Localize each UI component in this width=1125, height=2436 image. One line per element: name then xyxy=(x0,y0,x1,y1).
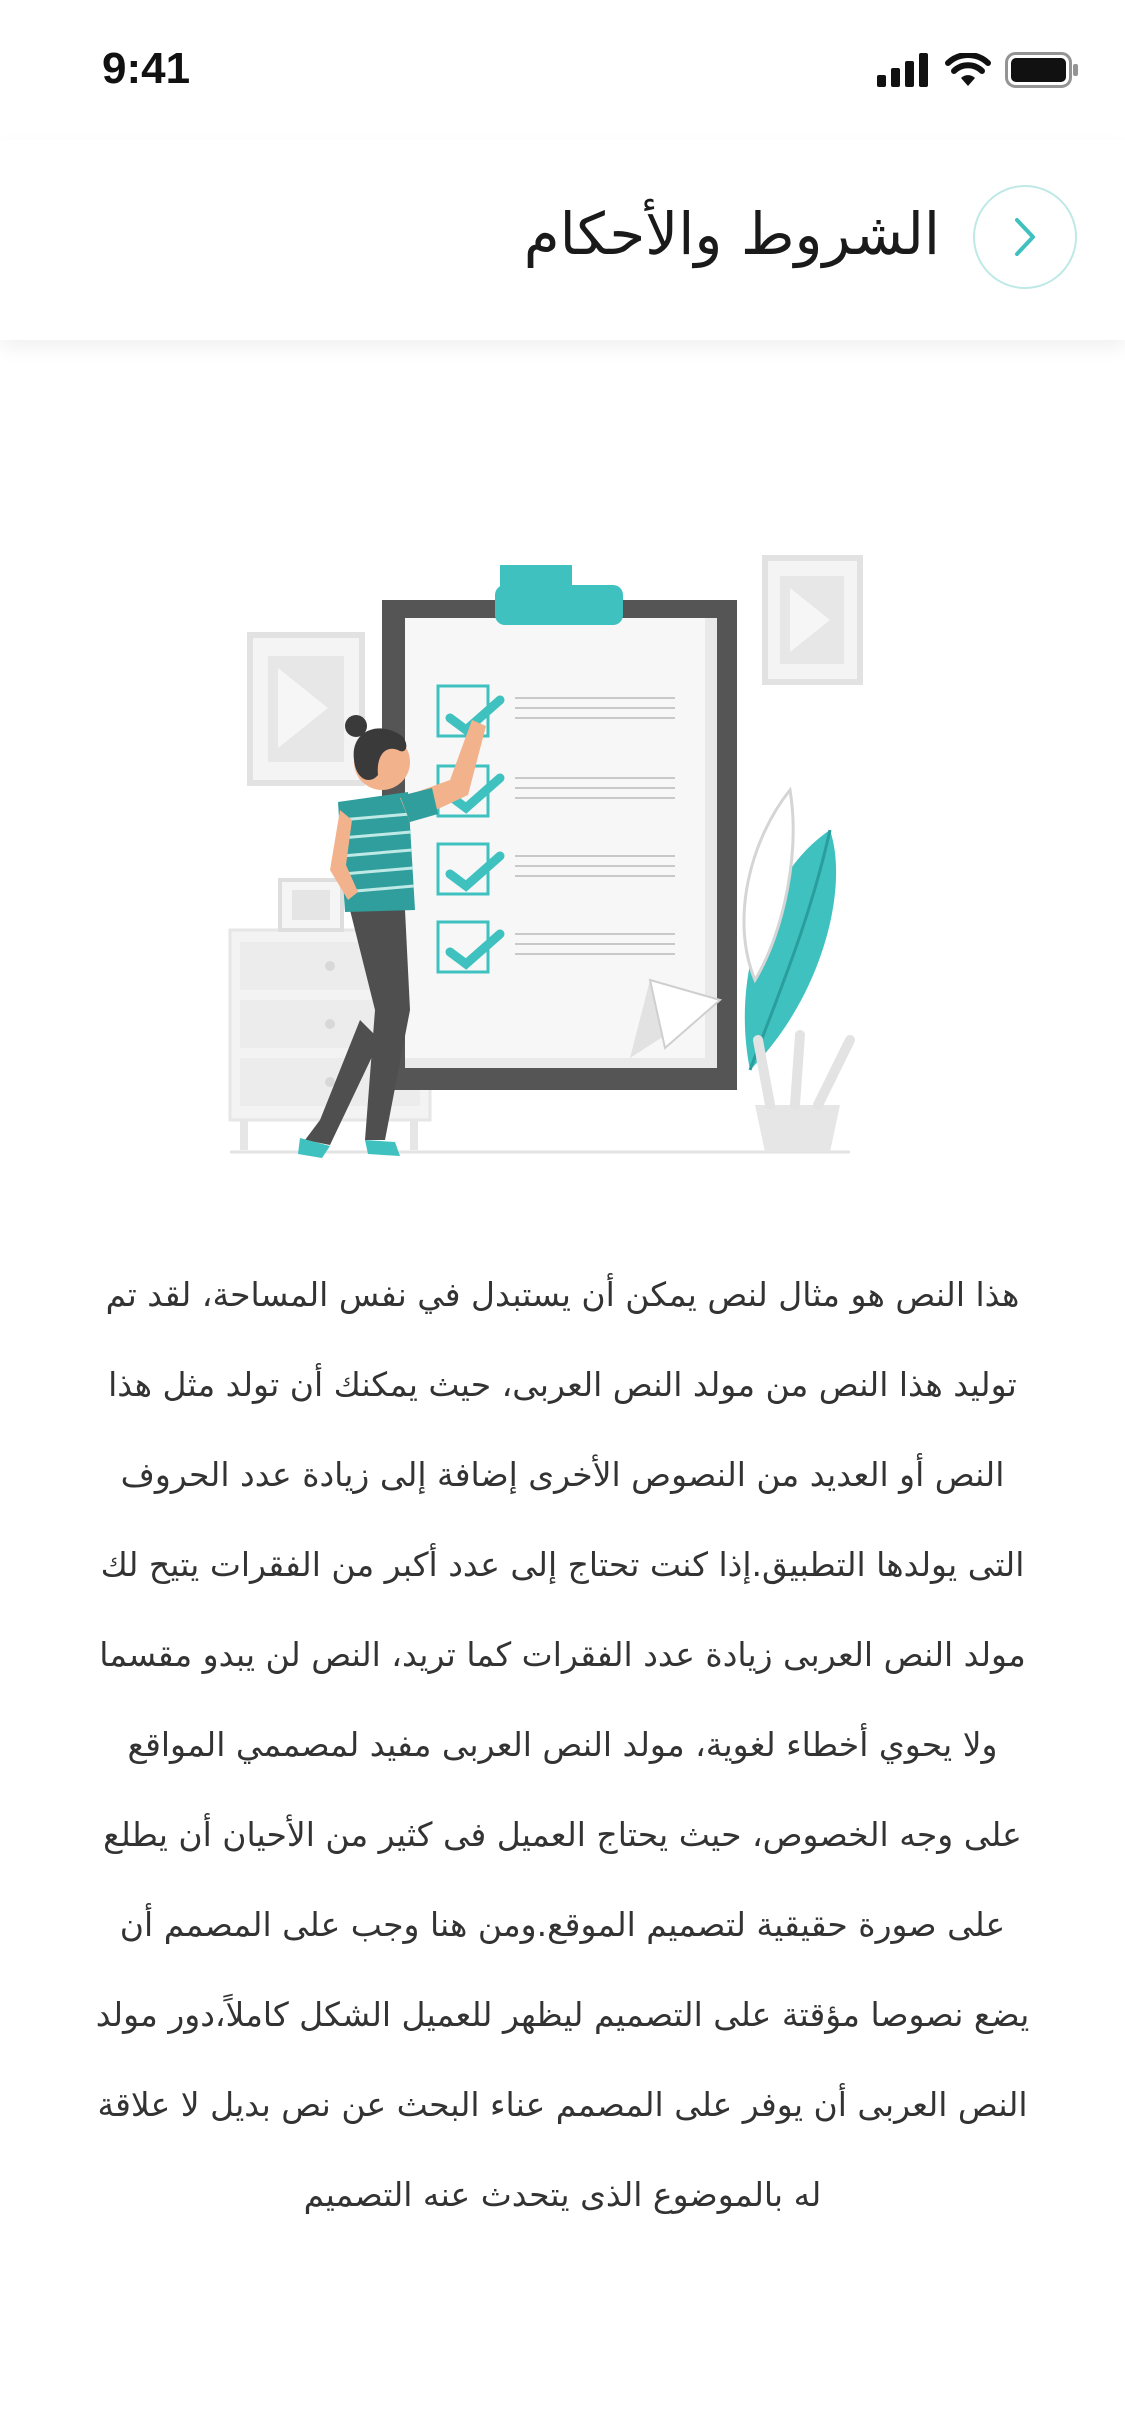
page-title: الشروط والأحكام xyxy=(523,200,940,268)
status-icons xyxy=(877,48,1079,92)
chevron-right-icon xyxy=(1005,212,1045,262)
wifi-icon xyxy=(945,53,991,87)
checklist-illustration xyxy=(210,540,910,1170)
header xyxy=(0,140,1125,340)
terms-paragraph: هذا النص هو مثال لنص يمكن أن يستبدل في نفس المساحة، لقد تم توليد هذا النص من مولد النص العربى، حيث يمكنك أن تولد مثل هذا النص أو العديد من النصوص الأخرى إضافة إلى زيادة عدد الحروف التى يولدها التطبيق.إذا كنت تحتاج إلى عدد أكبر من الفقرات يتيح لك مولد النص العربى زيادة عدد الفقرات كما تريد، النص لن يبدو مقسما ولا يحوي أخطاء لغوية، مولد النص العربى مفيد لمصممي المواقع على وجه الخصوص، حيث يحتاج العميل فى كثير من الأحيان أن يطلع على صورة حقيقية لتصميم الموقع.ومن هنا وجب على المصمم أن يضع نصوصا مؤقتة على التصميم ليظهر للعميل الشكل كاملاً،دور مولد النص العربى أن يوفر على المصمم عناء البحث عن نص بديل لا علاقة له بالموضوع الذى يتحدث عنه التصميم xyxy=(95,1275,1030,2214)
battery-icon xyxy=(1005,52,1079,88)
cellular-signal-icon xyxy=(877,53,931,87)
status-bar xyxy=(0,0,1125,140)
status-time: 9:41 xyxy=(102,44,191,93)
back-button[interactable] xyxy=(973,185,1077,289)
